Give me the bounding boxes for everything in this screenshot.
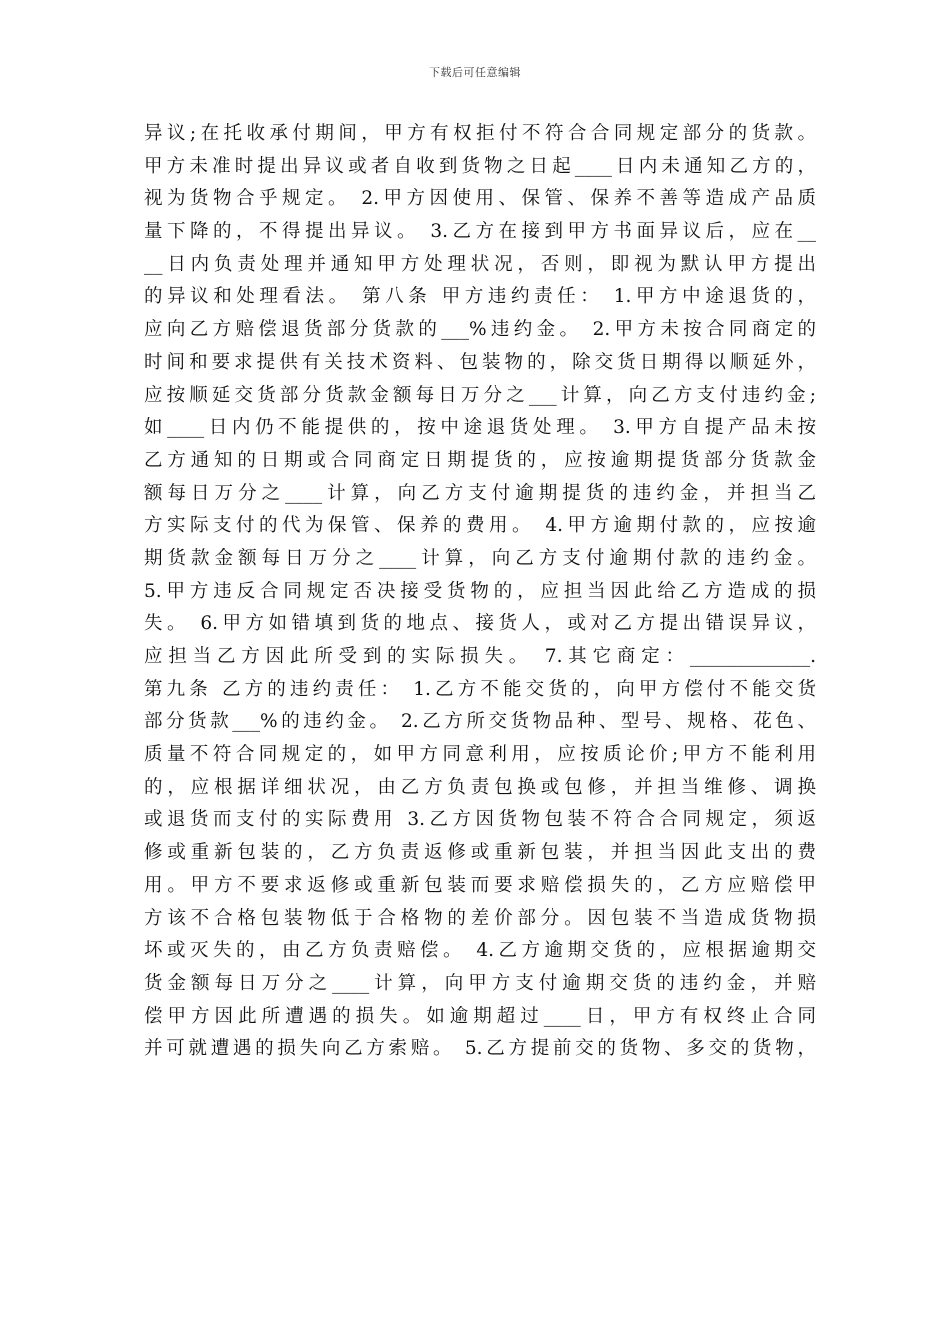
- text-line: 部分货款___%的违约金。 2.乙方所交货物品种、型号、规格、花色、: [144, 711, 816, 733]
- text-line: 或退货而支付的实际费用 3.乙方因货物包装不符合合同规定，须返: [144, 809, 816, 831]
- text-line: 甲方未准时提出异议或者自收到货物之日起____日内未通知乙方的，: [144, 155, 816, 177]
- text-line: 方实际支付的代为保管、保养的费用。 4.甲方逾期付款的，应按逾: [144, 515, 816, 537]
- text-line: 如____日内仍不能提供的，按中途退货处理。 3.甲方自提产品未按: [144, 417, 816, 439]
- text-line: 应担当乙方因此所受到的实际损失。 7.其它商定：_____________.: [144, 646, 816, 667]
- text-line: 5.甲方违反合同规定否决接受货物的，应担当因此给乙方造成的损: [144, 580, 816, 602]
- text-line: 坏或灭失的，由乙方负责赔偿。 4.乙方逾期交货的，应根据逾期交: [144, 940, 816, 962]
- text-line: 质量不符合同规定的，如甲方同意利用，应按质论价;甲方不能利用: [144, 744, 816, 766]
- text-line: 并可就遭遇的损失向乙方索赔。 5.乙方提前交的货物、多交的货物，: [144, 1038, 816, 1060]
- text-line: 的异议和处理看法。 第八条 甲方违约责任： 1.甲方中途退货的，: [144, 286, 816, 308]
- text-line: 时间和要求提供有关技术资料、包装物的，除交货日期得以顺延外，: [144, 351, 816, 373]
- document-body: [144, 118, 816, 1066]
- text-line: 期货款金额每日万分之____计算，向乙方支付逾期付款的违约金。: [144, 547, 816, 569]
- text-line: 的，应根据详细状况，由乙方负责包换或包修，并担当维修、调换: [144, 776, 816, 798]
- text-line: 货金额每日万分之____计算，向甲方支付逾期交货的违约金，并赔: [144, 972, 816, 994]
- text-line: 量下降的，不得提出异议。 3.乙方在接到甲方书面异议后，应在__: [144, 221, 816, 243]
- text-line: 视为货物合乎规定。 2.甲方因使用、保管、保养不善等造成产品质: [144, 188, 816, 210]
- text-line: 用。甲方不要求返修或重新包装而要求赔偿损失的，乙方应赔偿甲: [144, 874, 816, 896]
- text-line: 额每日万分之____计算，向乙方支付逾期提货的违约金，并担当乙: [144, 482, 816, 504]
- text-line: __日内负责处理并通知甲方处理状况，否则，即视为默认甲方提出: [144, 253, 816, 275]
- text-line: 异议;在托收承付期间，甲方有权拒付不符合合同规定部分的货款。: [144, 123, 816, 144]
- text-line: 第九条 乙方的违约责任： 1.乙方不能交货的，向甲方偿付不能交货: [144, 678, 816, 700]
- text-line: 修或重新包装的，乙方负责返修或重新包装，并担当因此支出的费: [144, 842, 816, 864]
- text-line: 失。 6.甲方如错填到货的地点、接货人，或对乙方提出错误异议，: [144, 613, 816, 635]
- page-header: 下载后可任意编辑: [429, 66, 521, 79]
- text-line: 偿甲方因此所遭遇的损失。如逾期超过____日，甲方有权终止合同: [144, 1005, 816, 1027]
- text-line: 方该不合格包装物低于合格物的差价部分。因包装不当造成货物损: [144, 907, 816, 929]
- text-line: 应向乙方赔偿退货部分货款的___%违约金。 2.甲方未按合同商定的: [144, 319, 816, 341]
- text-line: 乙方通知的日期或合同商定日期提货的，应按逾期提货部分货款金: [144, 449, 816, 471]
- text-line: 应按顺延交货部分货款金额每日万分之___计算，向乙方支付违约金;: [144, 384, 816, 406]
